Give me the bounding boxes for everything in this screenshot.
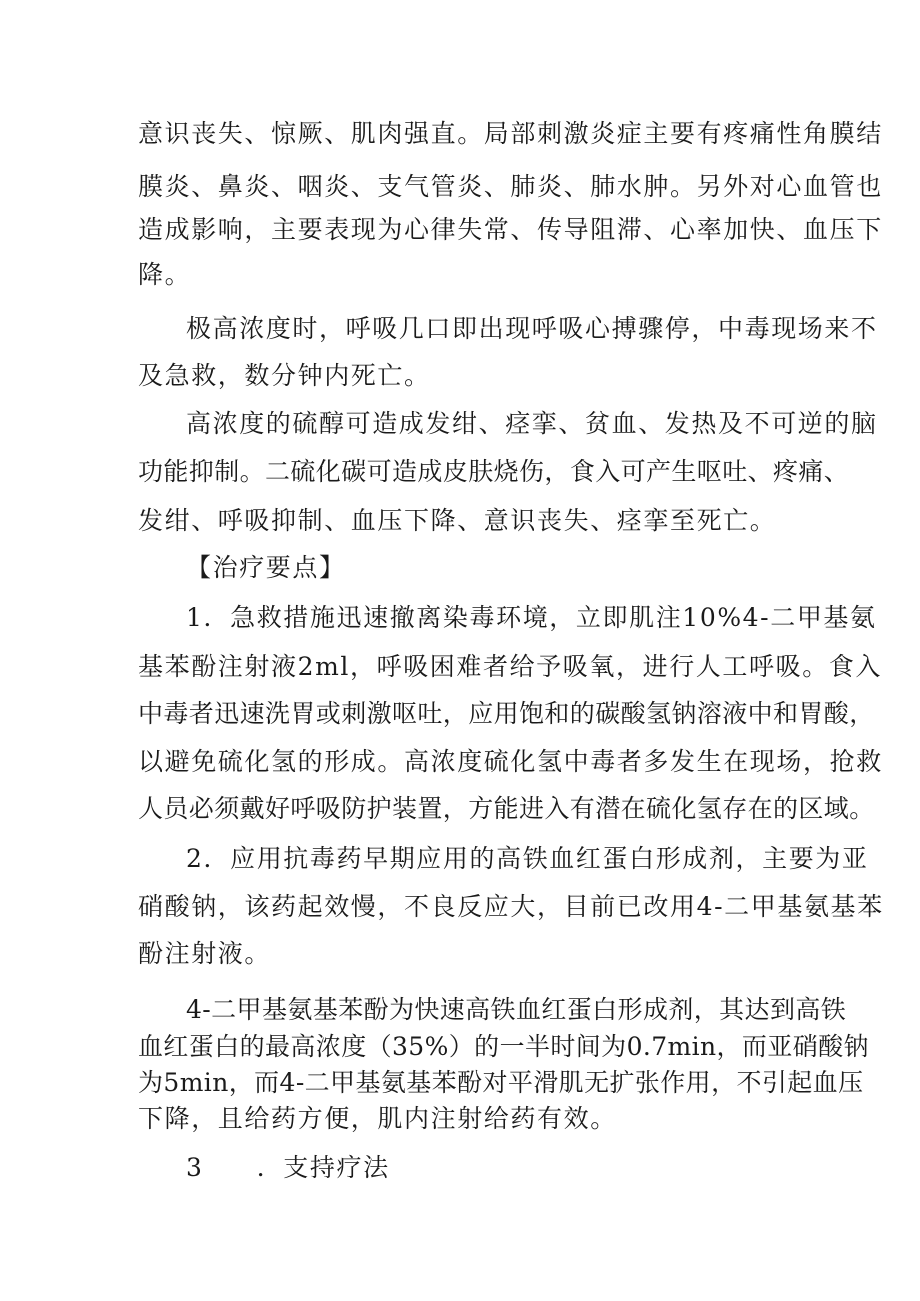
section-heading: 【治疗要点】 (186, 553, 346, 582)
text-line: 降。 (138, 260, 192, 289)
text-line: 基苯酚注射液2ml，呼吸困难者给予吸氧，进行人工呼吸。食入 (138, 652, 883, 681)
text-line: 中毒者迅速洗胃或刺激呕吐，应用饱和的碳酸氢钠溶液中和胃酸， (138, 699, 875, 728)
text-line: 下降，且给药方便，肌内注射给药有效。 (138, 1104, 617, 1133)
text-line: 血红蛋白的最高浓度（35%）的一半时间为0.7min，而亚硝酸钠 (138, 1032, 869, 1061)
text-line: 人员必须戴好呼吸防护装置，方能进入有潜在硫化氢存在的区域。 (138, 794, 875, 823)
text-line: 功能抑制。二硫化碳可造成皮肤烧伤，食入可产生呕吐、疼痛、 (138, 457, 850, 486)
text-line: 造成影响，主要表现为心律失常、传导阻滞、心率加快、血压下 (138, 215, 883, 244)
text-line: 4-二甲基氨基苯酚为快速高铁血红蛋白形成剂，其达到高铁 (186, 995, 847, 1024)
text-line: 1．急救措施迅速撤离染毒环境，立即肌注10%4-二甲基氨 (186, 603, 877, 632)
text-line: 2．应用抗毒药早期应用的高铁血红蛋白形成剂，主要为亚 (186, 844, 869, 873)
text-line: 酚注射液。 (138, 939, 272, 968)
text-line: 极高浓度时，呼吸几口即出现呼吸心搏骤停，中毒现场来不 (186, 314, 878, 343)
text-line: 意识丧失、惊厥、肌肉强直。局部刺激炎症主要有疼痛性角膜结 (138, 119, 883, 148)
text-line: 高浓度的硫醇可造成发绀、痉挛、贫血、发热及不可逆的脑 (186, 409, 878, 438)
text-line: 以避免硫化氢的形成。高浓度硫化氢中毒者多发生在现场，抢救 (138, 747, 883, 776)
subsection-heading: 3 ．支持疗法 (186, 1153, 390, 1182)
text-line: 及急救，数分钟内死亡。 (138, 361, 431, 390)
text-line: 硝酸钠，该药起效慢，不良反应大，目前已改用4-二甲基氨基苯 (138, 892, 884, 921)
text-line: 发绀、呼吸抑制、血压下降、意识丧失、痉挛至死亡。 (138, 506, 777, 535)
text-line: 为5min，而4-二甲基氨基苯酚对平滑肌无扩张作用，不引起血压 (138, 1068, 864, 1097)
text-line: 膜炎、鼻炎、咽炎、支气管炎、肺炎、肺水肿。另外对心血管也 (138, 172, 883, 201)
